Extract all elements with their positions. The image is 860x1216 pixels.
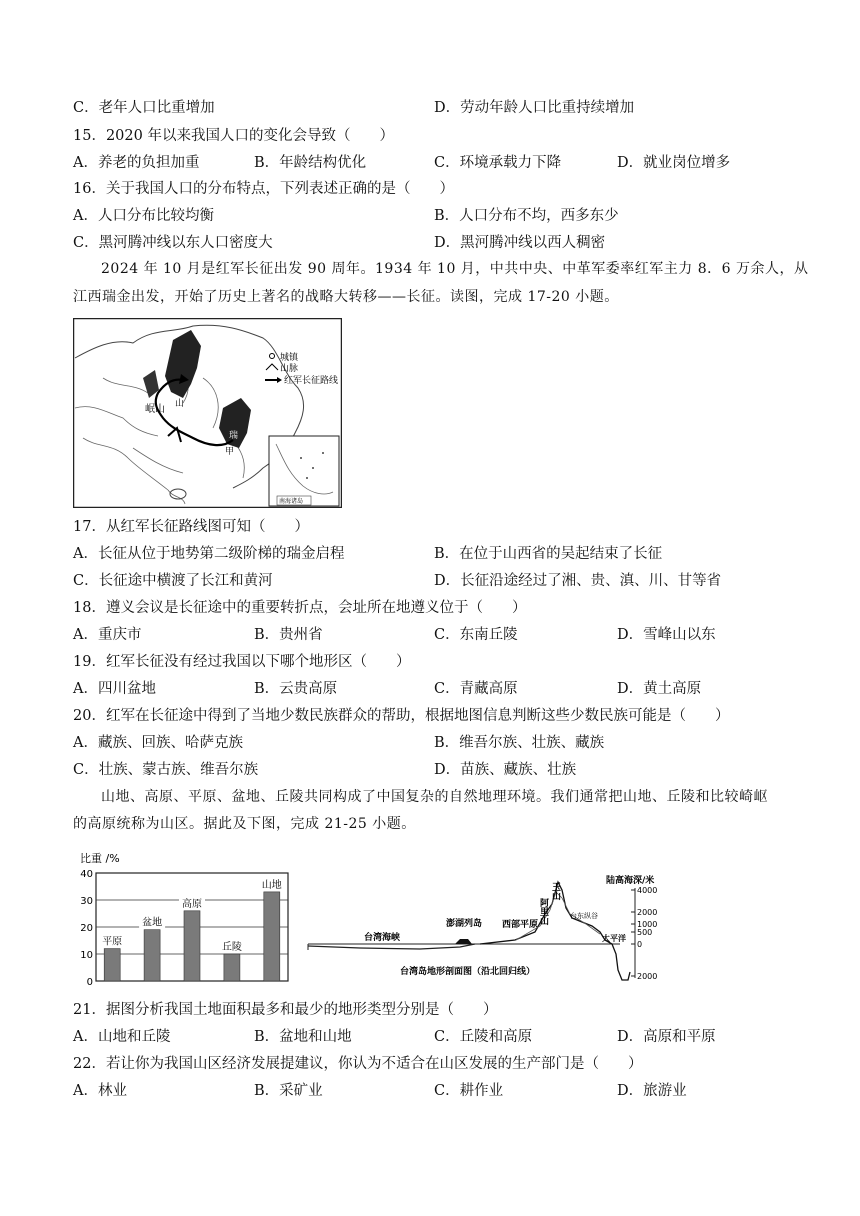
q17-option-c: C．长征途中横渡了长江和黄河 bbox=[73, 573, 273, 589]
q22-option-b: B．采矿业 bbox=[254, 1083, 323, 1099]
chart-category-label-0: 平原 bbox=[102, 936, 123, 948]
q16-option-c: C．黑河腾冲线以东人口密度大 bbox=[73, 235, 273, 251]
profile-tick-0: 0 bbox=[637, 940, 643, 949]
passage-2-line-1: 山地、高原、平原、盆地、丘陵共同构成了中国复杂的自然地理环境。我们通常把山地、丘陵和比较崎岖 bbox=[101, 789, 768, 805]
q15-option-a: A．养老的负担加重 bbox=[73, 155, 200, 171]
q19-option-d: D．黄土高原 bbox=[617, 681, 702, 697]
q22-option-c: C．耕作业 bbox=[434, 1083, 504, 1099]
q18-option-a: A．重庆市 bbox=[73, 627, 142, 643]
q22-stem: 22．若让你为我国山区经济发展提建议，你认为不适合在山区发展的生产部门是（ ） bbox=[73, 1056, 643, 1072]
label-valley: 台东纵谷 bbox=[570, 912, 598, 920]
chart-y-tick-label: 40 bbox=[80, 869, 93, 880]
passage-2-line-2: 的高原统称为山区。据此及下图，完成 21-25 小题。 bbox=[73, 816, 416, 832]
chart-y-tick-label: 0 bbox=[86, 977, 93, 985]
long-march-map bbox=[73, 318, 342, 508]
q21-stem: 21．据图分析我国土地面积最多和最少的地形类型分别是（ ） bbox=[73, 1002, 498, 1018]
q18-option-c: C．东南丘陵 bbox=[434, 627, 518, 643]
label-yushan: 玉山 bbox=[550, 882, 560, 900]
q19-stem: 19．红军长征没有经过我国以下哪个地形区（ ） bbox=[73, 654, 411, 670]
profile-axis-label: 陆高海深/米 bbox=[606, 876, 655, 886]
map-label-jia: 甲 bbox=[225, 447, 235, 457]
q18-option-b: B．贵州省 bbox=[254, 627, 323, 643]
q15-option-c: C．环境承载力下降 bbox=[434, 155, 562, 171]
chart-bar-3 bbox=[224, 954, 240, 981]
q19-option-b: B．云贵高原 bbox=[254, 681, 338, 697]
penghu-island-shape bbox=[455, 939, 472, 944]
chart-bar-4 bbox=[264, 892, 280, 981]
q21-option-b: B．盆地和山地 bbox=[254, 1029, 352, 1045]
q20-option-d: D．苗族、藏族、壮族 bbox=[434, 762, 577, 778]
legend-route-label: 红军长征路线 bbox=[284, 376, 339, 386]
south-china-sea-inset bbox=[269, 436, 339, 506]
q17-option-b: B．在位于山西省的吴起结束了长征 bbox=[434, 546, 663, 562]
legend-mountain-label: 山脉 bbox=[280, 364, 299, 374]
q18-option-d: D．雪峰山以东 bbox=[617, 627, 716, 643]
chart-y-tick-label: 30 bbox=[80, 896, 93, 907]
label-taiwan-strait: 台湾海峡 bbox=[364, 933, 401, 943]
map-label-rui: 瑞 bbox=[229, 431, 239, 441]
q14-option-d: D．劳动年龄人口比重持续增加 bbox=[434, 100, 635, 116]
q20-option-b: B．维吾尔族、壮族、藏族 bbox=[434, 735, 605, 751]
profile-title: 台湾岛地形剖面图（沿北回归线） bbox=[400, 967, 536, 977]
profile-tick-1000: 1000 bbox=[637, 920, 658, 929]
q15-option-b: B．年龄结构优化 bbox=[254, 155, 367, 171]
chart-category-label-1: 盆地 bbox=[142, 917, 163, 929]
q21-option-d: D．高原和平原 bbox=[617, 1029, 716, 1045]
q21-option-a: A．山地和丘陵 bbox=[73, 1029, 171, 1045]
q19-option-a: A．四川盆地 bbox=[73, 681, 156, 697]
chart-category-label-4: 山地 bbox=[261, 879, 282, 891]
q15-option-d: D．就业岗位增多 bbox=[617, 155, 731, 171]
map-label-minshan: 岷山 bbox=[145, 404, 165, 415]
q17-option-a: A．长征从位于地势第二级阶梯的瑞金启程 bbox=[73, 546, 345, 562]
q14-option-c: C．老年人口比重增加 bbox=[73, 100, 215, 116]
chart-category-label-2: 高原 bbox=[182, 898, 202, 910]
chart-category-label-3: 丘陵 bbox=[221, 942, 242, 953]
q18-stem: 18．遵义会议是长征途中的重要转折点，会址所在地遵义位于（ ） bbox=[73, 600, 527, 616]
profile-tick-2000: 2000 bbox=[637, 908, 658, 917]
q16-option-b: B．人口分布不均，西多东少 bbox=[434, 208, 619, 224]
chart-y-tick-label: 10 bbox=[80, 950, 93, 961]
q17-stem: 17．从红军长征路线图可知（ ） bbox=[73, 519, 309, 535]
profile-tick-neg2000: 2000 bbox=[637, 972, 658, 981]
label-alishan: 阿里山 bbox=[538, 898, 548, 925]
q22-option-a: A．林业 bbox=[73, 1083, 127, 1099]
passage-1-line-1: 2024 年 10 月是红军长征出发 90 周年。1934 年 10 月，中共中央、中革军委率红军主力 8．6 万余人，从 bbox=[101, 261, 809, 277]
q20-option-a: A．藏族、回族、哈萨克族 bbox=[73, 735, 243, 751]
label-penghu: 澎湖列岛 bbox=[446, 919, 483, 929]
profile-tick-500: 500 bbox=[637, 928, 653, 937]
q22-option-d: D．旅游业 bbox=[617, 1083, 687, 1099]
chart-bar-0 bbox=[104, 949, 120, 981]
terrain-bar-chart bbox=[76, 850, 292, 985]
label-pacific: 太平洋 bbox=[602, 934, 626, 943]
q16-option-a: A．人口分布比较均衡 bbox=[73, 208, 214, 224]
taiwan-profile-diagram bbox=[300, 852, 690, 984]
q21-option-c: C．丘陵和高原 bbox=[434, 1029, 533, 1045]
legend-town-label: 城镇 bbox=[280, 353, 299, 363]
profile-tick-4000: 4000 bbox=[637, 886, 658, 895]
q16-stem: 16．关于我国人口的分布特点，下列表述正确的是（ ） bbox=[73, 181, 454, 197]
label-western-plain: 西部平原 bbox=[502, 920, 539, 930]
q20-option-c: C．壮族、蒙古族、维吾尔族 bbox=[73, 762, 259, 778]
q17-option-d: D．长征沿途经过了湘、贵、滇、川、甘等省 bbox=[434, 573, 722, 589]
q19-option-c: C．青藏高原 bbox=[434, 681, 518, 697]
q16-option-d: D．黑河腾冲线以西人稠密 bbox=[434, 235, 606, 251]
inset-label: 南海诸岛 bbox=[279, 498, 304, 505]
chart-bar-1 bbox=[144, 930, 160, 981]
chart-y-tick-label: 20 bbox=[80, 923, 93, 934]
chart-ylabel: 比重 /% bbox=[80, 852, 120, 865]
chart-bar-2 bbox=[184, 911, 200, 981]
q20-stem: 20．红军在长征途中得到了当地少数民族群众的帮助，根据地图信息判断这些少数民族可能是（ ） bbox=[73, 708, 730, 724]
map-label-shan: 山 bbox=[175, 399, 185, 409]
passage-1-line-2: 江西瑞金出发，开始了历史上著名的战略大转移——长征。读图，完成 17-20 小题。 bbox=[73, 289, 619, 305]
q15-stem: 15．2020 年以来我国人口的变化会导致（ ） bbox=[73, 128, 394, 144]
